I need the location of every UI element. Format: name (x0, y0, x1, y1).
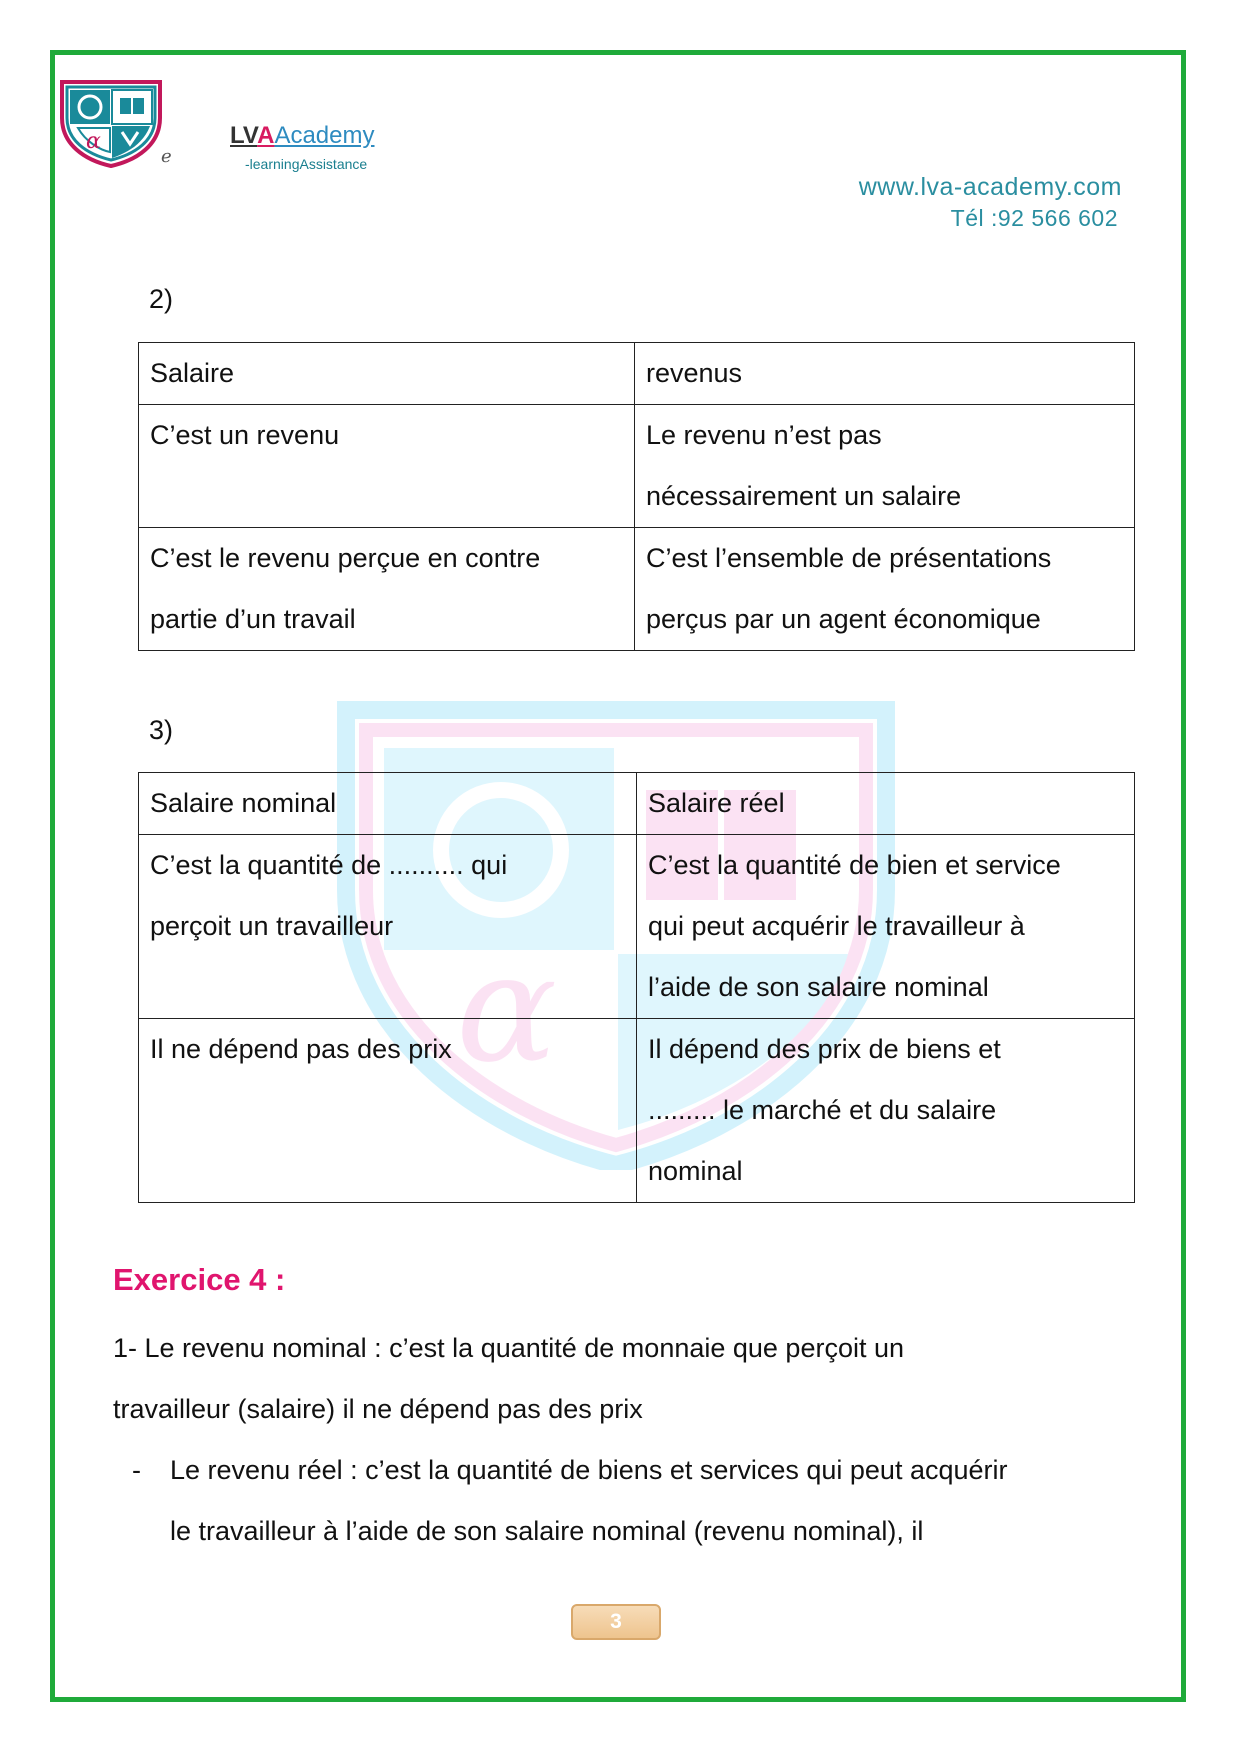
cell-text: ......... le marché et du salaire (648, 1095, 997, 1125)
bullet-line: le travailleur à l’aide de son salaire nominal (revenu nominal), il (170, 1516, 924, 1546)
brand-tagline: -learningAssistance (245, 156, 368, 172)
cell-text: nécessairement un salaire (646, 481, 962, 511)
nominal-vs-real-salary-table (138, 772, 1135, 1203)
cell-text: Il ne dépend pas des prix (150, 1034, 452, 1064)
cell-text: Salaire nominal (150, 788, 337, 818)
website-link[interactable]: www.lva-academy.com (858, 173, 1122, 201)
cell-text: perçoit un travailleur (150, 911, 394, 941)
cell-text: Salaire réel (648, 788, 785, 818)
cell-text: C’est la quantité de bien et service (648, 850, 1061, 880)
cell-text: Salaire (150, 358, 235, 388)
brand-academy: Academy (274, 122, 375, 149)
table-cell (139, 1019, 637, 1203)
paragraph-line: 1- Le revenu nominal : c’est la quantité de monnaie que perçoit un (113, 1333, 905, 1363)
table-row (139, 343, 1135, 405)
table-cell (139, 343, 635, 405)
cell-text: nominal (648, 1156, 743, 1186)
salary-vs-income-table (138, 342, 1135, 651)
table-cell (637, 835, 1135, 1019)
exercise-title: Exercice 4 : (113, 1262, 286, 1297)
table-cell (637, 1019, 1135, 1203)
table-cell (139, 528, 635, 651)
question-number: 3) (149, 715, 174, 745)
table-cell (139, 835, 637, 1019)
brand-lv: LV (230, 122, 258, 149)
cell-text: C’est un revenu (150, 420, 340, 450)
table-cell (635, 528, 1135, 651)
cell-text: Il dépend des prix de biens et (648, 1034, 1001, 1064)
paragraph-line: travailleur (salaire) il ne dépend pas des prix (113, 1394, 643, 1424)
cell-text: perçus par un agent économique (646, 604, 1041, 634)
table-row (139, 773, 1135, 835)
bullet-dash: - (132, 1455, 141, 1485)
cell-text: C’est le revenu perçue en contre (150, 543, 541, 573)
cell-text: Le revenu n’est pas (646, 420, 882, 450)
logo-letter: e (161, 146, 172, 167)
table-cell (637, 773, 1135, 835)
table-row (139, 1019, 1135, 1203)
table-row (139, 405, 1135, 528)
phone-number: Tél :92 566 602 (950, 205, 1118, 231)
question-number: 2) (149, 284, 174, 314)
svg-text:α: α (456, 922, 558, 1096)
brand-a: A (257, 122, 275, 149)
table-cell (635, 405, 1135, 528)
table-cell (139, 405, 635, 528)
cell-text: partie d’un travail (150, 604, 356, 634)
svg-text:α: α (86, 129, 101, 154)
cell-text: revenus (646, 358, 743, 388)
cell-text: C’est la quantité de .......... qui (150, 850, 508, 880)
cell-text: qui peut acquérir le travailleur à (648, 911, 1025, 941)
table-cell (635, 343, 1135, 405)
page-number-badge: 3 (571, 1604, 661, 1640)
table-row (139, 528, 1135, 651)
cell-text: l’aide de son salaire nominal (648, 972, 989, 1002)
bullet-line: Le revenu réel : c’est la quantité de biens et services qui peut acquérir (170, 1455, 1008, 1485)
table-cell (139, 773, 637, 835)
brand-name (230, 122, 375, 150)
lva-academy-logo (58, 78, 164, 168)
table-row (139, 835, 1135, 1019)
cell-text: C’est l’ensemble de présentations (646, 543, 1052, 573)
